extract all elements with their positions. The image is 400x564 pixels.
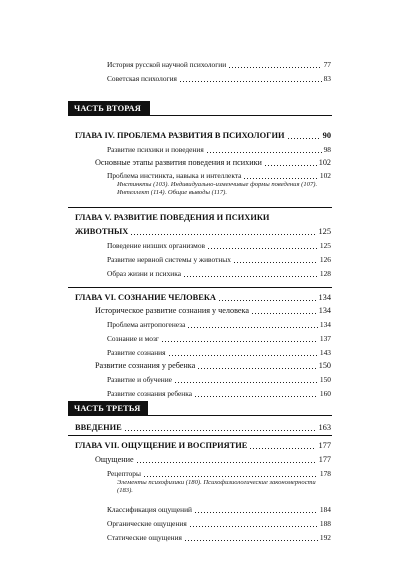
toc-entry[interactable] bbox=[0, 516, 400, 529]
chapter-entry[interactable] bbox=[0, 128, 400, 141]
section-title: Развитие сознания у ребенка bbox=[95, 361, 196, 370]
toc-entry-title: Поведение низших организмов bbox=[107, 241, 206, 250]
toc-entry-page: 77 bbox=[323, 60, 331, 69]
chapter-page: 90 bbox=[322, 131, 331, 140]
toc-entry-title: Классификация ощущений bbox=[107, 505, 192, 514]
leader-dots bbox=[228, 59, 321, 69]
toc-entry[interactable] bbox=[0, 372, 400, 385]
toc-entry-title: Образ жизни и психика bbox=[107, 269, 181, 278]
section-entry[interactable] bbox=[0, 303, 400, 316]
toc-entry-title: История русской научной психологии bbox=[107, 60, 227, 69]
leader-dots bbox=[194, 504, 318, 514]
leader-dots bbox=[130, 226, 316, 236]
leader-dots bbox=[187, 319, 318, 329]
toc-entry-page: 126 bbox=[319, 255, 331, 264]
leader-dots bbox=[243, 170, 317, 180]
leader-dots bbox=[207, 240, 318, 250]
leader-dots bbox=[189, 518, 318, 528]
chapter-title: ГЛАВА VI. СОЗНАНИЕ ЧЕЛОВЕКА bbox=[75, 293, 216, 302]
leader-dots bbox=[168, 347, 318, 357]
leader-dots bbox=[143, 468, 318, 478]
leader-dots bbox=[197, 360, 316, 370]
intro-title: ВВЕДЕНИЕ bbox=[75, 423, 122, 432]
toc-entry-title: Развитие сознания bbox=[107, 348, 166, 357]
leader-dots bbox=[183, 268, 318, 278]
toc-entry-page: 188 bbox=[319, 519, 331, 528]
part-heading: ЧАСТЬ ТРЕТЬЯ bbox=[68, 401, 148, 416]
toc-entry[interactable] bbox=[0, 168, 400, 181]
part-rule bbox=[68, 115, 332, 116]
toc-entry-page: 98 bbox=[323, 145, 331, 154]
toc-entry[interactable] bbox=[0, 331, 400, 344]
section-page: 134 bbox=[318, 306, 331, 315]
part-rule bbox=[68, 415, 332, 416]
toc-entry-page: 128 bbox=[319, 269, 331, 278]
leader-dots bbox=[179, 73, 322, 83]
toc-entry[interactable] bbox=[0, 71, 400, 84]
toc-entry-title: Сознание и мозг bbox=[107, 334, 159, 343]
leader-dots bbox=[287, 130, 321, 140]
section-title: Историческое развитие сознания у человека bbox=[95, 306, 250, 315]
chapter-entry[interactable] bbox=[0, 438, 400, 451]
chapter-entry[interactable] bbox=[0, 420, 400, 433]
section-entry[interactable] bbox=[0, 358, 400, 371]
toc-entry[interactable] bbox=[0, 466, 400, 479]
section-page: 177 bbox=[318, 455, 331, 464]
chapter-page: 125 bbox=[318, 227, 331, 236]
toc-entry-page: 150 bbox=[319, 375, 331, 384]
subtopics-note: Элементы психофизики (180). Психофизиологические закономерности (183). bbox=[117, 479, 316, 495]
section-title: Основные этапы развития поведения и психики bbox=[95, 158, 262, 167]
toc-entry-title: Развитие нервной системы у животных bbox=[107, 255, 231, 264]
leader-dots bbox=[218, 292, 316, 302]
toc-entry-page: 134 bbox=[319, 320, 331, 329]
toc-entry-title: Органические ощущения bbox=[107, 519, 187, 528]
chapter-page: 177 bbox=[318, 441, 331, 450]
toc-entry-page: 137 bbox=[319, 334, 331, 343]
chapter-title-line2: ЖИВОТНЫХ bbox=[75, 227, 129, 236]
toc-entry-page: 192 bbox=[319, 533, 331, 542]
chapter-page: 163 bbox=[318, 423, 331, 432]
toc-entry-page: 160 bbox=[319, 389, 331, 398]
section-page: 102 bbox=[318, 158, 331, 167]
chapter-entry[interactable] bbox=[0, 290, 400, 303]
section-entry[interactable] bbox=[0, 452, 400, 465]
section-entry[interactable] bbox=[0, 155, 400, 168]
subtopics-note: Инстинкты (103). Индивидуально-изменчивые формы поведения (107). Интеллект (114). Общие выводы (117). bbox=[117, 181, 318, 197]
toc-entry-title: Развитие сознания ребенка bbox=[107, 389, 192, 398]
toc-entry[interactable] bbox=[0, 238, 400, 251]
toc-entry-title: Советская психология bbox=[107, 74, 177, 83]
toc-entry-page: 143 bbox=[319, 348, 331, 357]
toc-entry[interactable] bbox=[0, 386, 400, 399]
toc-entry[interactable] bbox=[0, 502, 400, 515]
toc-entry-page: 184 bbox=[319, 505, 331, 514]
section-page: 150 bbox=[318, 361, 331, 370]
leader-dots bbox=[184, 532, 318, 542]
toc-entry-page: 125 bbox=[319, 241, 331, 250]
chapter-rule bbox=[68, 435, 332, 436]
leader-dots bbox=[264, 157, 317, 167]
toc-entry-page: 83 bbox=[323, 74, 331, 83]
toc-entry[interactable] bbox=[0, 57, 400, 70]
toc-entry[interactable] bbox=[0, 142, 400, 155]
section-title: Ощущение bbox=[95, 455, 134, 464]
leader-dots bbox=[161, 333, 318, 343]
toc-entry[interactable] bbox=[0, 252, 400, 265]
leader-dots bbox=[233, 254, 318, 264]
toc-entry-page: 102 bbox=[319, 171, 331, 180]
toc-entry-title: Развитие и обучение bbox=[107, 375, 172, 384]
leader-dots bbox=[194, 388, 318, 398]
toc-entry[interactable] bbox=[0, 345, 400, 358]
chapter-title: ГЛАВА VII. ОЩУЩЕНИЕ И ВОСПРИЯТИЕ bbox=[75, 441, 248, 450]
part-heading: ЧАСТЬ ВТОРАЯ bbox=[68, 101, 150, 116]
toc-entry-title: Проблема инстинкта, навыка и интеллекта bbox=[107, 171, 242, 180]
chapter-title-line1: ГЛАВА V. РАЗВИТИЕ ПОВЕДЕНИЯ И ПСИХИКИ bbox=[75, 213, 270, 222]
toc-entry-title: Проблема антропогенеза bbox=[107, 320, 186, 329]
chapter-rule bbox=[68, 287, 332, 288]
chapter-rule bbox=[68, 207, 332, 208]
chapter-entry[interactable] bbox=[0, 224, 400, 237]
leader-dots bbox=[249, 440, 316, 450]
toc-entry[interactable] bbox=[0, 530, 400, 543]
toc-entry-title: Развитие психики и поведения bbox=[107, 145, 204, 154]
toc-entry[interactable] bbox=[0, 266, 400, 279]
leader-dots bbox=[206, 144, 322, 154]
leader-dots bbox=[136, 454, 317, 464]
toc-entry-title: Рецепторы bbox=[107, 469, 141, 478]
chapter-page: 134 bbox=[318, 293, 331, 302]
chapter-title: ГЛАВА IV. ПРОБЛЕМА РАЗВИТИЯ В ПСИХОЛОГИИ bbox=[75, 131, 285, 140]
leader-dots bbox=[251, 305, 317, 315]
toc-entry[interactable] bbox=[0, 317, 400, 330]
leader-dots bbox=[124, 422, 317, 432]
toc-entry-page: 178 bbox=[319, 469, 331, 478]
toc-entry-title: Статические ощущения bbox=[107, 533, 182, 542]
leader-dots bbox=[174, 374, 318, 384]
